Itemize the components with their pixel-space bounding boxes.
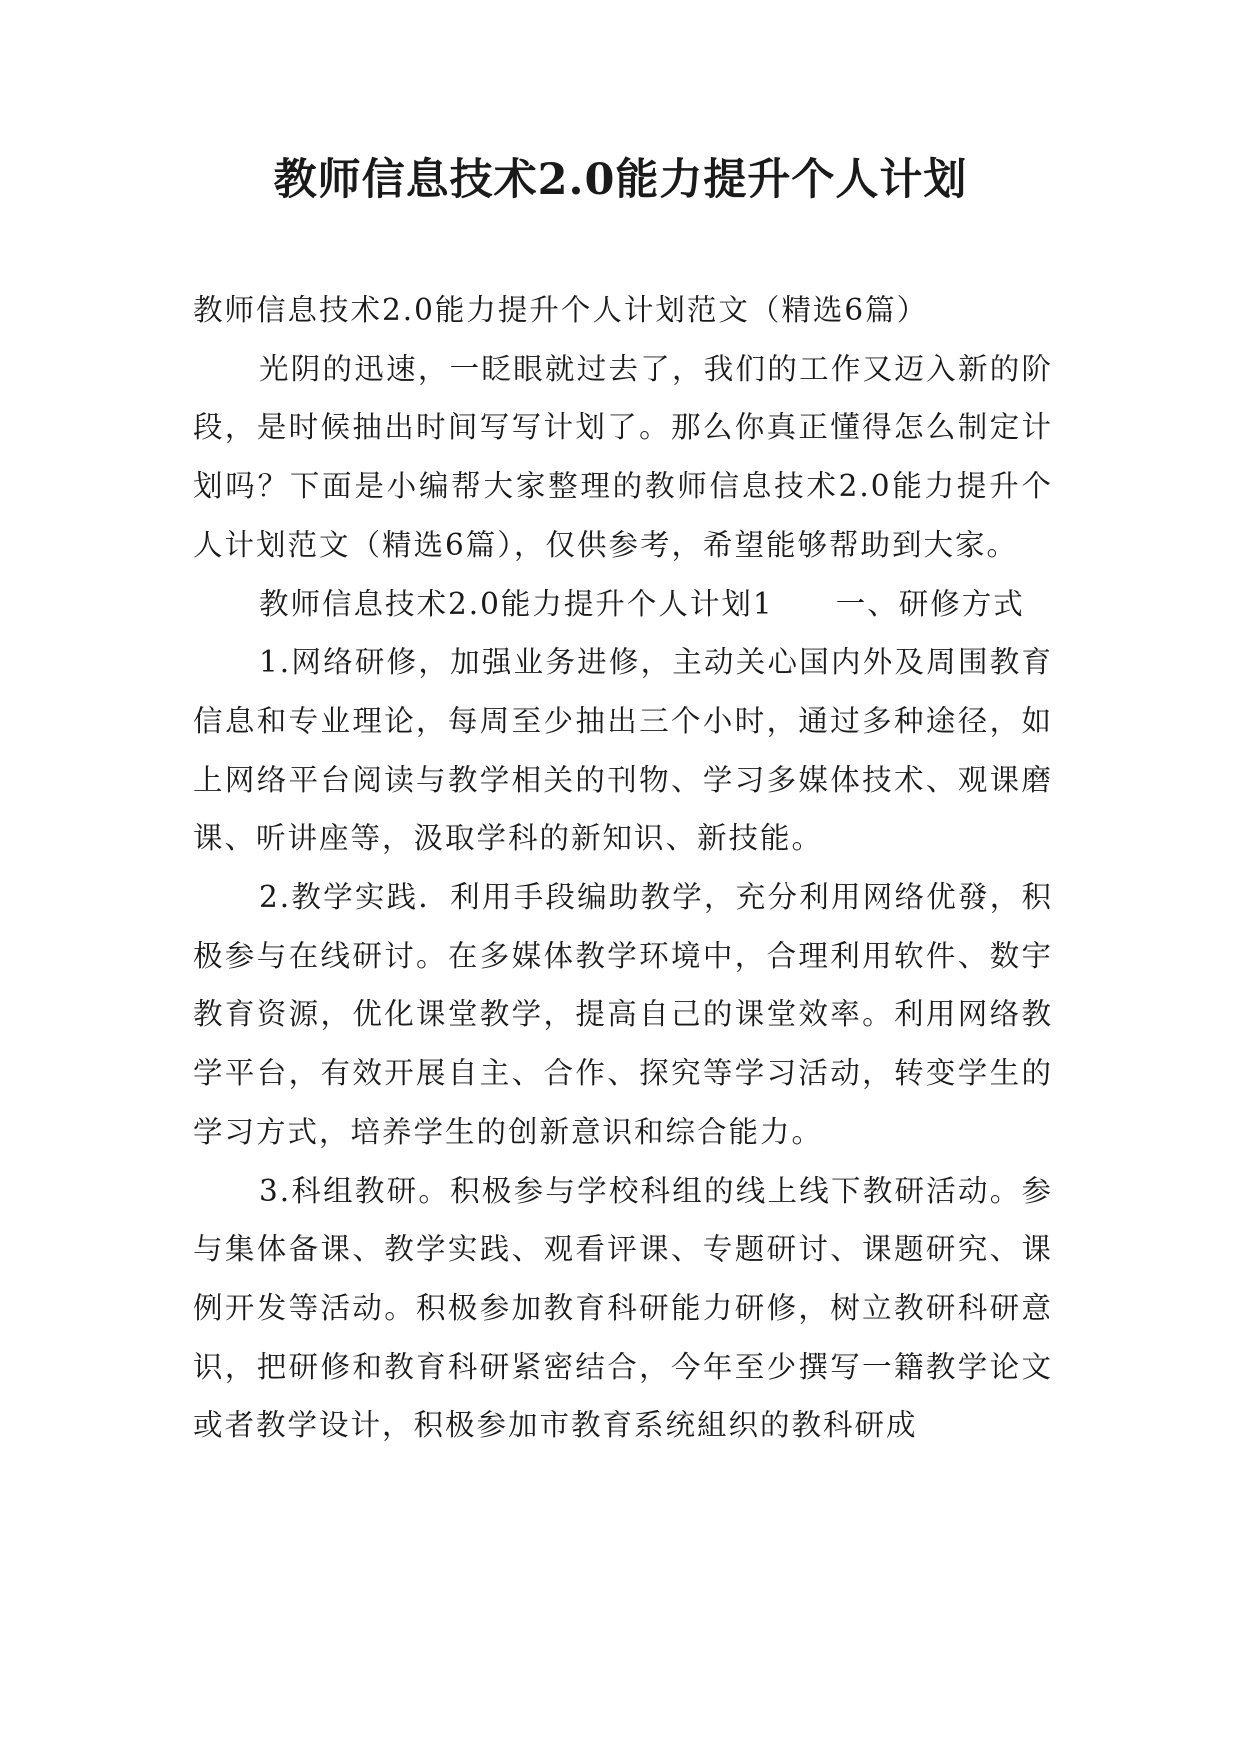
section-heading-paragraph [193, 575, 1053, 634]
list-item: 2.教学实践．利用手段编助教学，充分利用网络优發，积极参与在线研讨。在多媒体教学环境中，合理利用软件、数宇教育资源，优化课堂教学，提高自己的课堂效率。利用网络教学平台，有效开展自主、合作、探究等学习活动，转变学生的学习方式，培养学生的创新意识和综合能力。 [193, 880, 1053, 1149]
list-item: 3.科组教研。积极参与学校科组的线上线下教研活动。参与集体备课、教学实践、观看评课、专题研讨、课题研究、课例开发等活动。积极参加教育科研能力研修，树立教研科研意识，把研修和教育科研紧密结合，今年至少撰写一籍教学论文或者教学设计，积极参加市教育系统組织的教科研成 [193, 1173, 1053, 1443]
section-subheading: 一、研修方式 [835, 586, 1025, 621]
intro-paragraph: 光阴的迅速，一眨眼就过去了，我们的工作又迈入新的阶段，是时候抽出时间写写计划了。那么你真正懂得怎么制定计划吗？下面是小编帮大家整理的教师信息技术2.0能力提升个人计划范文（精选6篇），仅供参考，希望能够帮助到大家。 [193, 351, 1053, 562]
document-subtitle: 教师信息技术2.0能力提升个人计划范文（精选6篇） [193, 293, 929, 327]
document-body [193, 281, 1053, 1455]
section-heading: 教师信息技术2.0能力提升个人计划1 [259, 586, 774, 621]
document-title: 教师信息技术2.0能力提升个人计划 [273, 155, 968, 205]
list-item: 1.网络研修，加强业务进修，主动关心国内外及周围教育信息和专业理论，每周至少抽出三个小时，通过多种途径，如上网络平台阅读与教学相关的刊物、学习多媒体技术、观课磨课、听讲座等，汲取学科的新知识、新技能。 [193, 645, 1053, 856]
